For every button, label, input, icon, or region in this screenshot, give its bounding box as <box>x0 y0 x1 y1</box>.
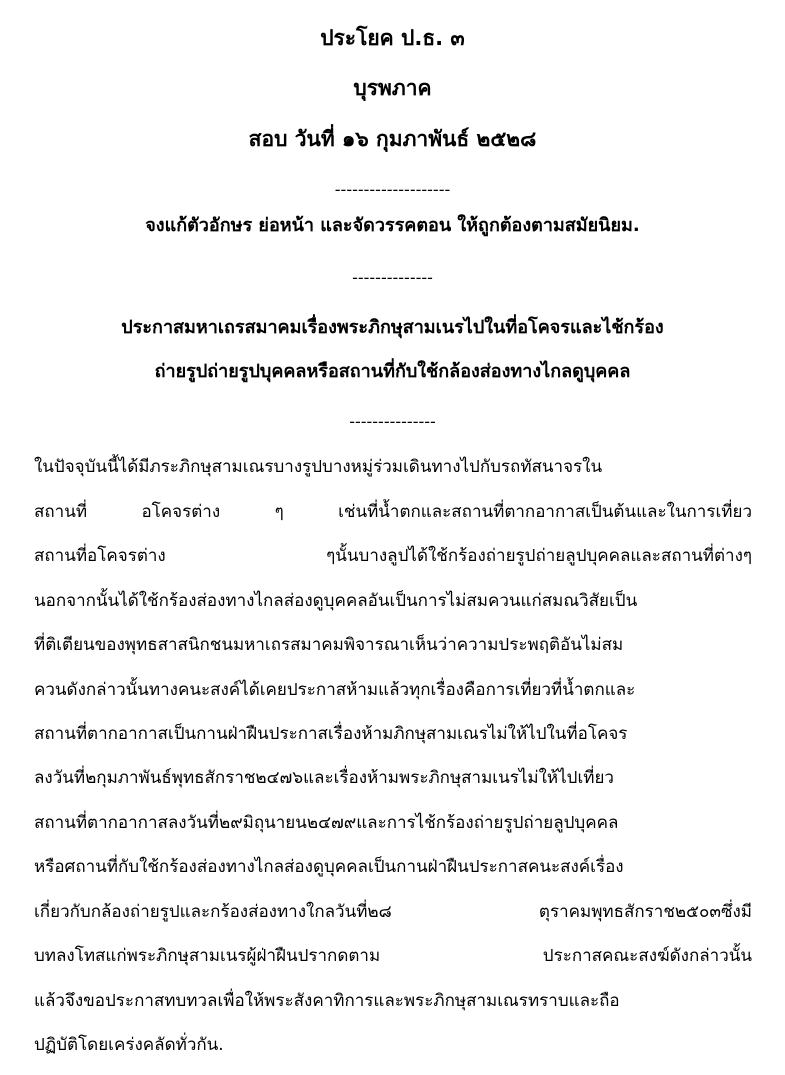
body-line: ควนดังกล่าวนั้นทางคนะสงค์ได้เคยประกาสห้ามแล้วทุกเรื่องคือการเที่ยวที่น้ำตกและ <box>34 680 636 700</box>
body-line: เกี่ยวกับกล้องถ่ายรูปและกร้องส่องทางใกลวันที่๒๘ ตุราคมพุทธสักราช๒๕๐๓ซึ่งมี <box>34 902 752 922</box>
body-line: สถานที่ อโคจรต่าง ๆ เช่นที่น้ำตกและสถานที่ตากอากาสเป็นต้นและในการเที่ยว <box>34 502 752 522</box>
exam-section-heading: บุรพภาค <box>353 76 432 100</box>
body-line: ที่ติเตียนของพุทธสาสนิกชนมหาเถรสมาคมพิจารณาเห็นว่าความประพฤติอันไม่สม <box>34 635 624 655</box>
divider-2: -------------- <box>352 268 433 287</box>
body-line: สถานที่อโคจรต่าง ๆนั้นบางลูปได้ใช้กร้องถ่ายรูปถ่ายลูปบุคคลและสถานที่ต่างๆ <box>34 546 752 566</box>
body-line: นอกจากนั้นได้ใช้กร้องส่องทางไกลส่องดูบุคคลอันเป็นการไม่สมควนแก่สมณวิสัยเป็น <box>34 591 638 611</box>
body-line: สถานที่ตากอากาสเป็นกานฝ่าฝืนประกาสเรื่องห้ามภิกษุสามเณรไม่ให้ไปในที่อโคจร <box>34 724 628 744</box>
divider-3: --------------- <box>349 412 436 431</box>
exam-level-heading: ประโยค ป.ธ. ๓ <box>320 26 465 50</box>
body-line: ปฏิบัติโดยเคร่งคลัดทั่วกัน. <box>34 1035 224 1055</box>
body-line: หรือศถานที่กับใช้กร้องส่องทางไกลส่องดูบุคคลเป็นกานฝ่าฝืนประกาสคนะสงค์เรื่อง <box>34 857 624 877</box>
body-line: แล้วจึงขอประกาสทบทวลเพื่อให้พระสังคาทิการและพระภิกษุสามเณรทราบและถือ <box>34 991 620 1011</box>
announcement-title-line-1: ประกาสมหาเถรสมาคมเรื่องพระภิกษุสามเนรไปในที่อโคจรและไช้กร้อง <box>121 317 664 338</box>
instruction-text: จงแก้ตัวอักษร ย่อหน้า และจัดวรรคตอน ให้ถูกต้องตามสมัยนิยม. <box>145 215 640 236</box>
body-line: ในปัจจุบันนี้ได้มีภระภิกษุสามเณรบางรูปบางหมู่ร่วมเดินทางไปกับรถทัสนาจรใน <box>34 457 603 477</box>
body-line: สถานที่ตากอากาสลงวันที่๒๙มิถุนายน๒๔๗๙และการไช้กร้องถ่ายรูปถ่ายลูปบุคคล <box>34 813 619 833</box>
body-line: บทลงโทสแก่พระภิกษุสามเนรผู้ฝ่าฝืนปรากดตาม ประกาสคณะสงฆ์ดังกล่าวนั้น <box>34 946 752 966</box>
body-line: ลงวันที่๒กุมภาพันธ์พุทธสักราช๒๔๗๖และเรื่องห้ามพระภิกษุสามเนรไม่ให้ไปเที่ยว <box>34 768 614 788</box>
divider-1: -------------------- <box>334 180 451 199</box>
announcement-title-line-2: ถ่ายรูปถ่ายรูปบุคคลหรือสถานที่กับใช้กล้องส่องทางไกลดูบุคคล <box>154 361 631 382</box>
exam-date-heading: สอบ วันที่ ๑๖ กุมภาพันธ์ ๒๕๒๘ <box>248 127 537 151</box>
